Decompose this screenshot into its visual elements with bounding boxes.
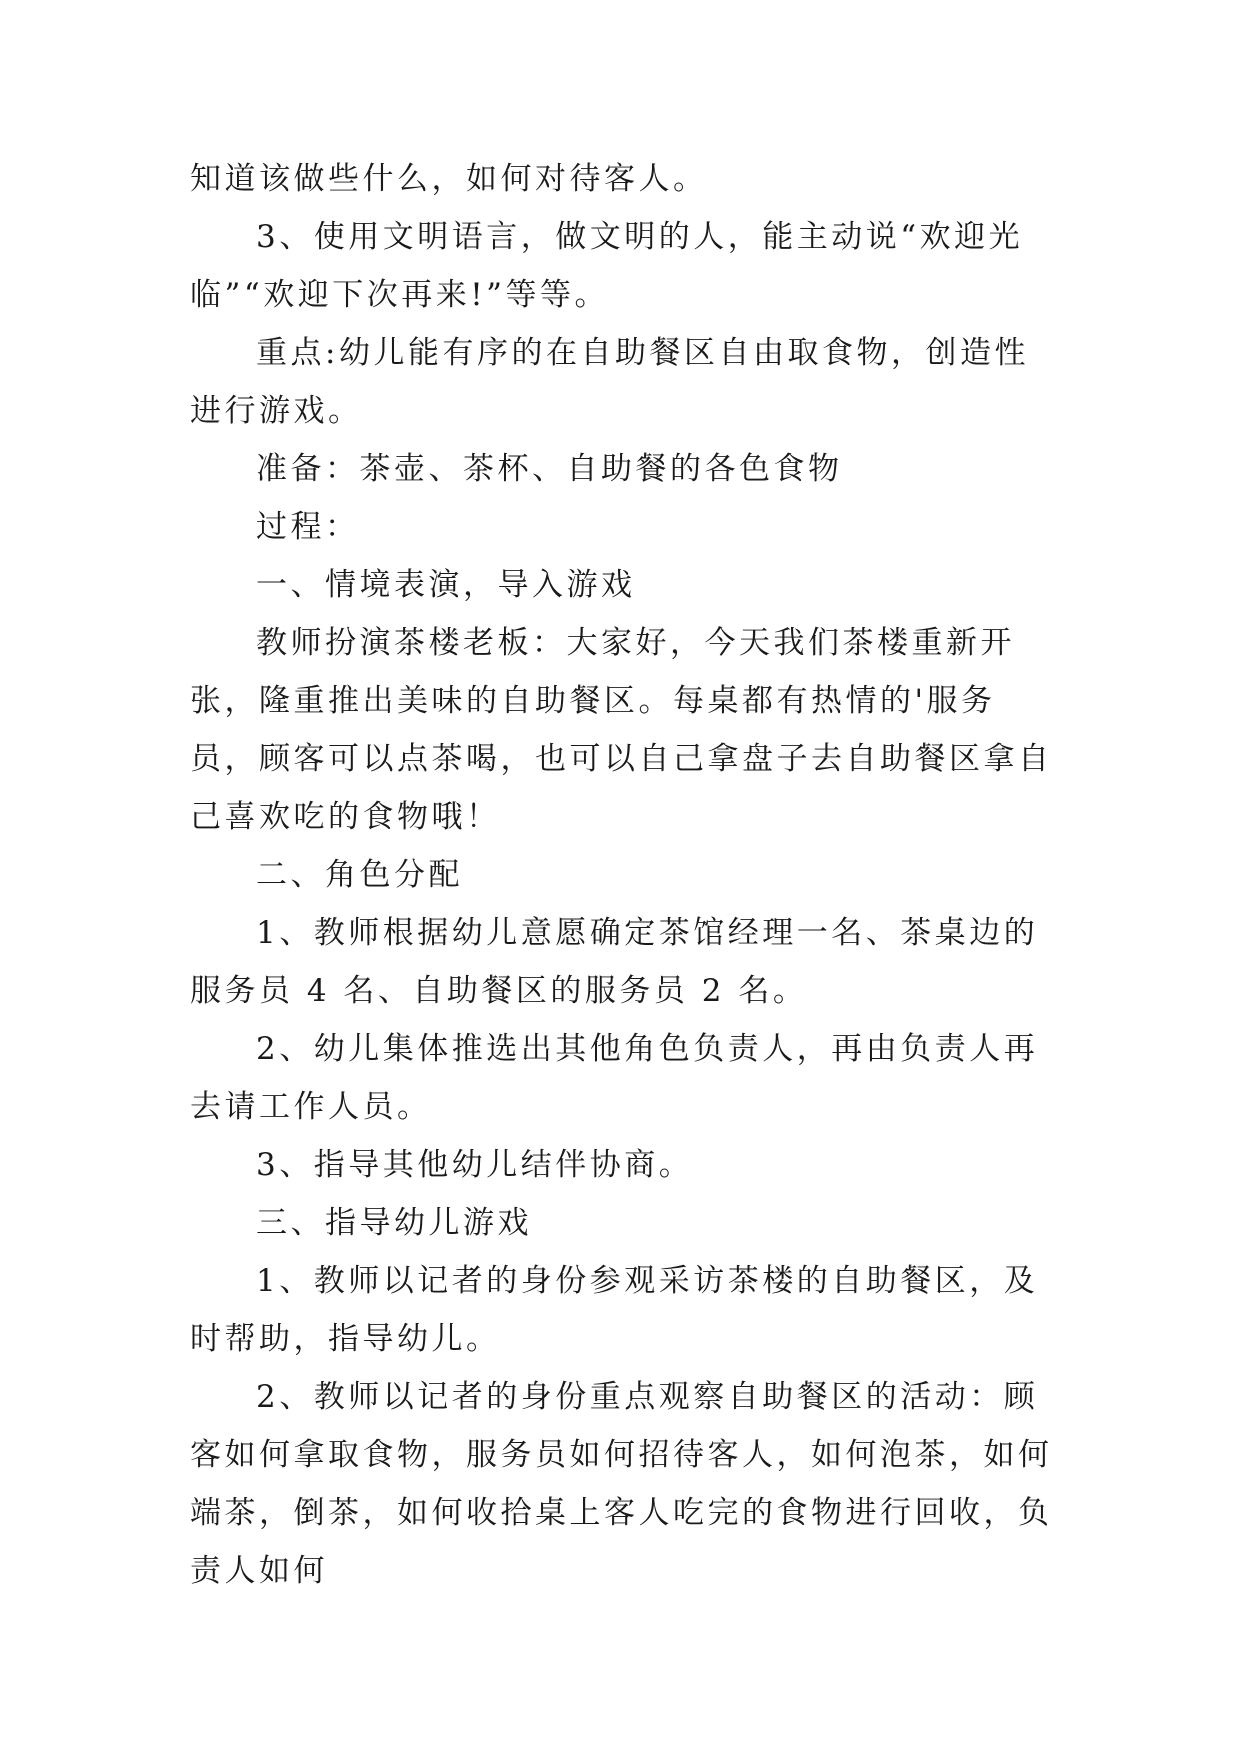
section-heading: 三、指导幼儿游戏 bbox=[256, 1205, 532, 1241]
paragraph: 教师扮演茶楼老板：大家好，今天我们茶楼重新开张，隆重推出美味的自助餐区。每桌都有热情的'服务员，顾客可以点茶喝，也可以自己拿盘子去自助餐区拿自己喜欢吃的食物哦！ bbox=[190, 625, 1053, 835]
paragraph: 知道该做些什么，如何对待客人。 bbox=[190, 161, 708, 197]
document-body bbox=[190, 150, 1060, 1600]
paragraph: 3、指导其他幼儿结伴协商。 bbox=[256, 1147, 694, 1183]
paragraph: 2、幼儿集体推选出其他角色负责人，再由负责人再去请工作人员。 bbox=[190, 1031, 1039, 1125]
section-heading: 一、情境表演，导入游戏 bbox=[256, 567, 636, 603]
paragraph: 3、使用文明语言，做文明的人，能主动说“欢迎光临”“欢迎下次再来!”等等。 bbox=[190, 219, 1024, 313]
paragraph: 2、教师以记者的身份重点观察自助餐区的活动：顾客如何拿取食物，服务员如何招待客人，如何泡茶，如何端茶，倒茶，如何收拾桌上客人吃完的食物进行回收，负责人如何 bbox=[190, 1379, 1053, 1589]
paragraph: 1、教师根据幼儿意愿确定茶馆经理一名、茶桌边的服务员 4 名、自助餐区的服务员 2 名。 bbox=[190, 915, 1039, 1009]
paragraph: 1、教师以记者的身份参观采访茶楼的自助餐区，及时帮助，指导幼儿。 bbox=[190, 1263, 1039, 1357]
section-heading: 二、角色分配 bbox=[256, 857, 463, 893]
paragraph: 过程： bbox=[256, 509, 360, 545]
paragraph: 准备：茶壶、茶杯、自助餐的各色食物 bbox=[256, 451, 843, 487]
paragraph: 重点:幼儿能有序的在自助餐区自由取食物，创造性进行游戏。 bbox=[190, 335, 1029, 429]
